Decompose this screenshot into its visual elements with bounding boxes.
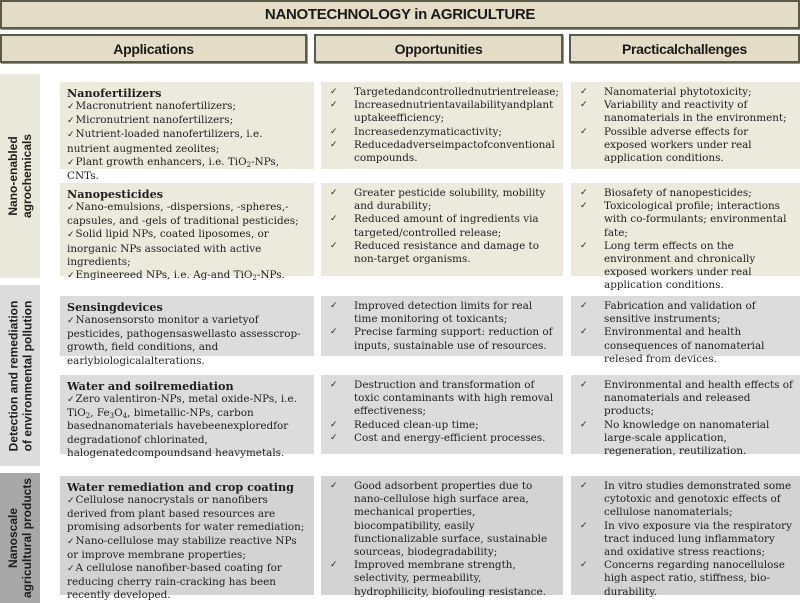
opportunity-item: ✓ Good adsorbent properties due to nano-cellulose high surface area, mechanical properties, biocompatibility, easily functionalizable surface, sustainable sourceas, biodegradability; bbox=[328, 480, 556, 559]
item-text: , Fe bbox=[90, 407, 110, 420]
application-item: ✓ Micronutrient nanofertilizers; bbox=[67, 114, 307, 128]
section-label-nanoscale-products bbox=[0, 473, 40, 603]
challenges-sensing-devices bbox=[571, 296, 800, 365]
item-text: Plant growth enhancers, i.e. TiO bbox=[75, 155, 247, 168]
challenge-item: ✓ Biosafety of nanopesticides; bbox=[578, 187, 793, 200]
application-title: Water and soilremediation bbox=[67, 379, 234, 393]
section-label-agrochemicals bbox=[0, 74, 40, 278]
opportunities-water-soil-remediation bbox=[321, 375, 563, 454]
application-title: Nanopesticides bbox=[67, 187, 164, 201]
challenge-item: ✓ Fabrication and validation of sensitive instruments; bbox=[578, 300, 793, 326]
application-title: Sensingdevices bbox=[67, 300, 163, 314]
opportunities-nanopesticides bbox=[321, 183, 563, 276]
application-item: ✓ Nanosensorsto monitor a varietyof pesticides, pathogensaswellasto assesscrop-growth, field conditions, and earlybiologicalalterations. bbox=[67, 314, 307, 368]
challenges-water-soil-remediation bbox=[571, 375, 800, 458]
application-sensing-devices bbox=[60, 296, 314, 367]
label-line: Detection and remediation bbox=[6, 300, 21, 451]
opportunity-item: ✓ Increasedenzymaticactivity; bbox=[328, 126, 556, 139]
challenge-item: ✓ No knowledge on nanomaterial large-scale application, regeneration, reutilization. bbox=[578, 419, 793, 459]
application-title: Water remediation and crop coating bbox=[67, 480, 294, 494]
challenges-nanopesticides bbox=[571, 183, 800, 292]
item-text: -NPs. bbox=[256, 269, 285, 282]
challenges-nanofertilizers bbox=[571, 82, 800, 169]
section-label-text bbox=[6, 134, 34, 218]
opportunity-item: ✓ Precise farming support: reduction of inputs, sustainable use of resources. bbox=[328, 326, 556, 352]
challenge-item: ✓ In vitro studies demonstrated some cytotoxic and genotoxic effects of cellulose nanomaterials; bbox=[578, 480, 793, 520]
application-item bbox=[67, 393, 307, 460]
opportunity-item: ✓ Reduced resistance and damage to non-target organisms. bbox=[328, 240, 556, 266]
column-header-opportunities: Opportunities bbox=[314, 34, 563, 63]
challenge-item: ✓ Possible adverse effects for exposed workers under real application conditions. bbox=[578, 126, 793, 166]
subscript: 2 bbox=[85, 412, 91, 421]
application-item: ✓ Macronutrient nanofertilizers; bbox=[67, 100, 307, 114]
challenge-item: ✓ In vivo exposure via the respiratory tract induced lung inflammatory and oxidative stress reactions; bbox=[578, 520, 793, 560]
subscript: 3 bbox=[109, 412, 115, 421]
opportunity-item: ✓ Greater pesticide solubility, mobility and durability; bbox=[328, 187, 556, 213]
challenge-item: ✓ Environmental and health consequences of nanomaterial relesed from devices. bbox=[578, 326, 793, 366]
opportunity-item: ✓ Improved detection limits for real time monitoring ot toxicants; bbox=[328, 300, 556, 326]
opportunity-item: ✓ Improved membrane strength, selectivity, permeability, hydrophilicity, biofouling resistance. bbox=[328, 559, 556, 599]
opportunity-item: ✓ Increasednutrientavailabilityandplant uptakeefficiency; bbox=[328, 99, 556, 125]
application-nanofertilizers bbox=[60, 82, 314, 183]
opportunities-water-remediation-crop-coating bbox=[321, 476, 563, 598]
label-line: of environmental pollution bbox=[20, 300, 35, 451]
column-header-applications: Applications bbox=[0, 34, 307, 63]
application-item bbox=[67, 156, 307, 183]
subscript: 2 bbox=[246, 160, 252, 169]
challenge-item: ✓ Environmental and health effects of nanomaterials and released products; bbox=[578, 379, 793, 419]
label-line: Nanoscale bbox=[6, 507, 20, 569]
application-item bbox=[67, 269, 307, 283]
application-item: ✓ Solid lipid NPs, coated liposomes, or inorganic NPs associated with active ingredients; bbox=[67, 228, 307, 269]
item-text: O bbox=[114, 407, 123, 420]
opportunities-nanofertilizers bbox=[321, 82, 563, 169]
opportunities-sensing-devices bbox=[321, 296, 563, 356]
label-line: Nano-enabled bbox=[6, 136, 21, 216]
application-title: Nanofertilizers bbox=[67, 86, 162, 100]
application-item: ✓ Nano-cellulose may stabilize reactive NPs or improve membrane properties; bbox=[67, 535, 307, 562]
subscript: 2 bbox=[252, 274, 257, 283]
challenge-item: ✓ Toxicological profile; interactions with co-formulants; environmental fate; bbox=[578, 200, 793, 240]
section-label-text bbox=[6, 300, 34, 451]
application-water-remediation-crop-coating bbox=[60, 476, 314, 602]
application-item: ✓ Nano-emulsions, -dispersions, -spheres,-capsules, and -gels of traditional pesticides; bbox=[67, 201, 307, 228]
challenge-item: ✓ Long term effects on the environment and chronically exposed workers under real application conditions. bbox=[578, 240, 793, 293]
application-water-soil-remediation bbox=[60, 375, 314, 459]
challenge-item: ✓ Concerns regarding nanocellulose high aspect ratio, stiffness, bio-durability. bbox=[578, 559, 793, 599]
label-line: agricultural products bbox=[20, 477, 34, 599]
diagram-title: NANOTECHNOLOGY in AGRICULTURE bbox=[0, 0, 800, 29]
opportunity-item: ✓ Targetedandcontrollednutrientrelease; bbox=[328, 86, 556, 99]
section-label-text bbox=[6, 478, 34, 598]
item-text: Zero valentiron-NPs, metal oxide-NPs, i.e. TiO bbox=[67, 393, 297, 420]
application-item: ✓ A cellulose nanofiber-based coating for reducing cherry rain-cracking has been recently developed. bbox=[67, 562, 307, 603]
subscript: 4 bbox=[122, 412, 128, 421]
challenge-item: ✓ Nanomaterial phytotoxicity; bbox=[578, 86, 793, 99]
opportunity-item: ✓ Reduced amount of ingredients via targeted/controlled release; bbox=[328, 213, 556, 239]
opportunity-item: ✓ Reduced clean-up time; bbox=[328, 419, 556, 432]
item-text: Engineereed NPs, i.e. Ag-and TiO bbox=[75, 269, 253, 282]
application-item: ✓ Cellulose nanocrystals or nanofibers derived from plant based resources are promising adsorbents for water remediation; bbox=[67, 494, 307, 535]
opportunity-item: ✓ Cost and energy-efficient processes. bbox=[328, 432, 556, 445]
opportunity-item: ✓ Reducedadverseimpactofconventional compounds. bbox=[328, 139, 556, 165]
item-text: -NPs, CNTs. bbox=[67, 155, 280, 183]
opportunity-item: ✓ Destruction and transformation of toxic contaminants with high removal effectiveness; bbox=[328, 379, 556, 419]
column-header-challenges: Practicalchallenges bbox=[569, 34, 800, 63]
application-item: ✓ Nutrient-loaded nanofertilizers, i.e. nutrient augmented zeolites; bbox=[67, 128, 307, 155]
challenge-item: ✓ Variability and reactivity of nanomaterials in the environment; bbox=[578, 99, 793, 125]
challenges-water-remediation-crop-coating bbox=[571, 476, 800, 598]
label-line: agrochemicals bbox=[20, 133, 35, 219]
section-label-detection-remediation bbox=[0, 285, 40, 466]
item-text: , bimetallic-NPs, carbon basednanomaterials havebeenexploredfor degradationof chlorinated, halogenatedcompoundsand heavymetals. bbox=[67, 407, 289, 459]
application-nanopesticides bbox=[60, 183, 314, 283]
